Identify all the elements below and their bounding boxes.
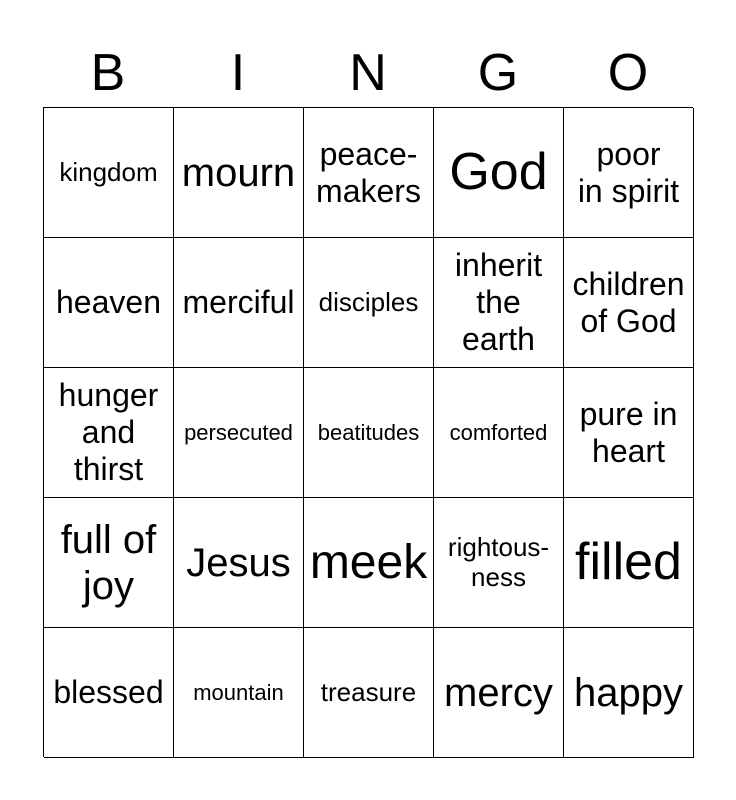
cell-label: treasure	[320, 676, 417, 707]
cell-label: poor in spirit	[577, 135, 680, 209]
cell-label: comforted	[449, 419, 548, 445]
bingo-cell[interactable]	[564, 368, 694, 498]
bingo-cell[interactable]	[434, 368, 564, 498]
cell-label: children of God	[572, 265, 685, 339]
bingo-cell[interactable]	[564, 238, 694, 368]
cell-label: hunger and thirst	[58, 377, 159, 487]
bingo-cell[interactable]	[434, 238, 564, 368]
header-letter-o: O	[607, 44, 649, 102]
cell-label: God	[449, 142, 548, 201]
cell-label: persecuted	[184, 419, 293, 445]
cell-label: pure in heart	[579, 395, 678, 469]
cell-label: heaven	[56, 284, 161, 321]
header-letter-g: G	[477, 44, 519, 102]
cell-label: Jesus	[186, 540, 291, 585]
bingo-card-grid	[43, 107, 693, 757]
cell-label: disciples	[318, 286, 419, 317]
bingo-cell[interactable]	[44, 628, 174, 758]
bingo-cell[interactable]	[44, 368, 174, 498]
header-letter-b: B	[90, 44, 126, 102]
cell-label: merciful	[182, 284, 295, 321]
cell-label: blessed	[53, 674, 164, 711]
bingo-cell[interactable]	[304, 628, 434, 758]
bingo-cell[interactable]	[44, 238, 174, 368]
bingo-cell[interactable]	[564, 628, 694, 758]
bingo-cell[interactable]	[304, 108, 434, 238]
cell-label: rightous- ness	[447, 531, 550, 592]
bingo-header	[43, 44, 693, 102]
cell-label: mountain	[193, 679, 284, 705]
header-letter-n: N	[349, 44, 387, 102]
bingo-cell[interactable]	[174, 108, 304, 238]
bingo-cell[interactable]	[434, 108, 564, 238]
bingo-cell[interactable]	[174, 368, 304, 498]
bingo-cell[interactable]	[564, 108, 694, 238]
cell-label: inherit the earth	[454, 247, 543, 357]
bingo-cell[interactable]	[174, 628, 304, 758]
bingo-cell[interactable]	[44, 498, 174, 628]
bingo-cell[interactable]	[304, 238, 434, 368]
cell-label: meek	[309, 535, 428, 589]
bingo-cell[interactable]	[174, 498, 304, 628]
bingo-cell[interactable]	[174, 238, 304, 368]
cell-label: happy	[574, 670, 683, 715]
bingo-cell[interactable]	[304, 368, 434, 498]
bingo-cell[interactable]	[44, 108, 174, 238]
header-letter-i: I	[230, 44, 246, 102]
cell-label: mercy	[444, 670, 553, 715]
cell-label: filled	[575, 532, 682, 591]
bingo-cell[interactable]	[564, 498, 694, 628]
bingo-cell[interactable]	[434, 628, 564, 758]
cell-label: mourn	[181, 150, 296, 195]
cell-label: peace- makers	[316, 135, 421, 209]
cell-label: full of joy	[60, 517, 157, 608]
bingo-cell[interactable]	[304, 498, 434, 628]
cell-label: beatitudes	[317, 419, 420, 445]
bingo-cell[interactable]	[434, 498, 564, 628]
cell-label: kingdom	[59, 156, 158, 187]
